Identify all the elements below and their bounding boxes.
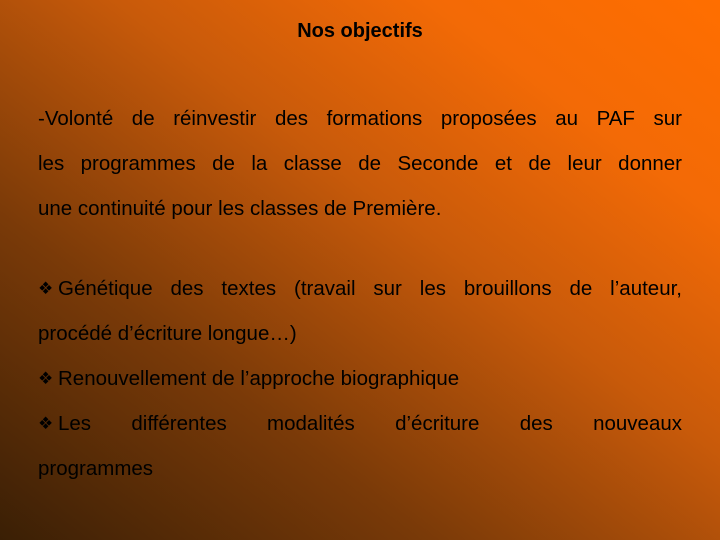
bullet-text: Génétique des textes (travail sur les brouillons de l’auteur, — [58, 277, 682, 300]
bullet-item — [38, 356, 682, 401]
intro-line: les programmes de la classe de Seconde et de leur donner — [38, 152, 682, 175]
bullet-line: programmes — [38, 457, 154, 480]
bullet-item — [38, 401, 682, 491]
bullet-text: Les différentes modalités d’écriture des nouveaux — [58, 412, 682, 435]
bullet-line: procédé d’écriture longue…) — [38, 322, 297, 345]
intro-line: -Volonté de réinvestir des formations proposées au PAF sur — [38, 107, 682, 130]
diamond-bullet-icon: ❖ — [38, 414, 54, 433]
diamond-bullet-icon: ❖ — [38, 369, 54, 388]
bullet-line — [38, 356, 682, 401]
diamond-bullet-icon: ❖ — [38, 279, 54, 298]
slide-title: Nos objectifs — [297, 20, 423, 42]
bullet-text: Renouvellement de l’approche biographique — [58, 367, 460, 390]
bullet-line — [38, 401, 682, 446]
intro-paragraph — [38, 96, 682, 231]
bullet-list — [38, 266, 682, 491]
intro-line: une continuité pour les classes de Première. — [38, 197, 442, 220]
bullet-item — [38, 266, 682, 356]
bullet-line — [38, 266, 682, 311]
